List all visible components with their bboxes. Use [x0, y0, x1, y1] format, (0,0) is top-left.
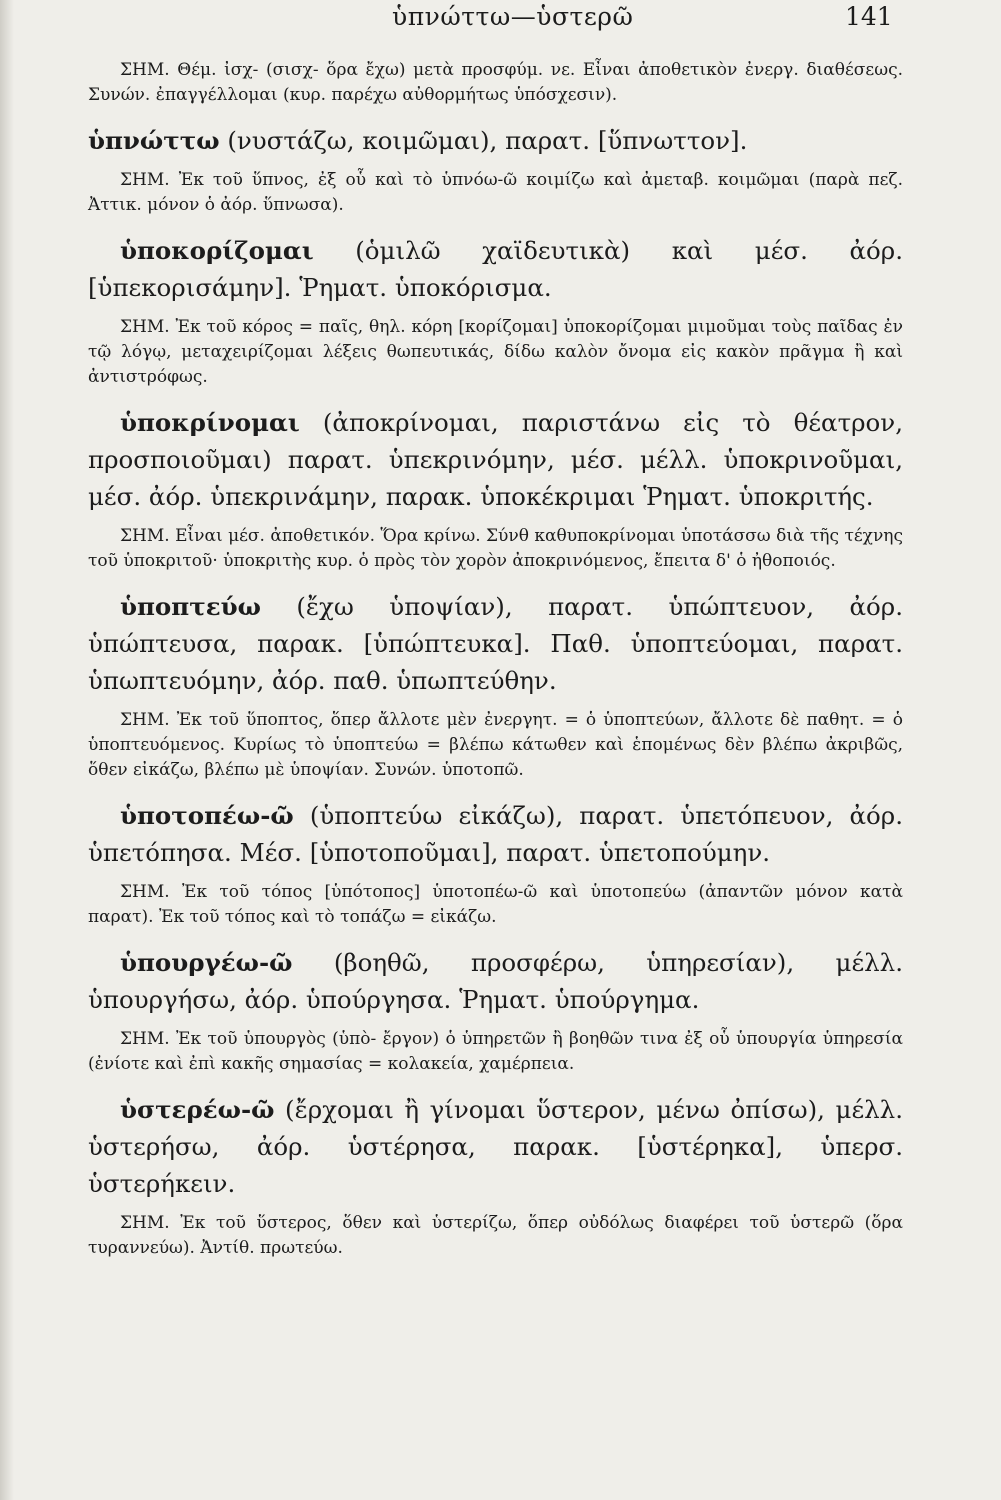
note-paragraph: ΣΗΜ. Ἐκ τοῦ ὕποπτος, ὅπερ ἄλλοτε μὲν ἐνεργητ. = ὁ ὑποπτεύων, ἄλλοτε δὲ παθητ. = ὁ ὑποπτευόμενος. Κυρίως τὸ ὑποπτεύω = βλέπω κάτωθεν καὶ ἑπομένως δὲν βλέπω ἀκριβῶς, ὅθεν εἰκάζω, βλέπω μὲ ὑποψίαν. Συνών. ὑποτοπῶ.: [88, 710, 903, 780]
dictionary-entry: [88, 1091, 903, 1202]
entry-lemma: ὑποκρίνομαι: [120, 408, 300, 437]
entry-lemma: ὑπουργέω-ῶ: [120, 948, 293, 977]
entry-text: (βοηθῶ, προσφέρω, ὑπηρεσίαν), μέλλ. ὑπουργήσω, ἀόρ. ὑπούργησα. Ῥηματ. ὑπούργημα.: [88, 948, 903, 1014]
entry-text: (ὁμιλῶ χαϊδευτικὰ) καὶ μέσ. ἀόρ. [ὑπεκορισάμην]. Ῥηματ. ὑποκόρισμα.: [88, 236, 903, 302]
running-head: ὑπνώττω—ὑστερῶ: [392, 2, 634, 31]
dictionary-entry: [88, 404, 903, 515]
page-gutter-shadow: [0, 0, 14, 1500]
page-header: [0, 2, 1001, 42]
note-paragraph: ΣΗΜ. Ἐκ τοῦ ὕστερος, ὅθεν καὶ ὑστερίζω, ὅπερ οὐδόλως διαφέρει τοῦ ὑστερῶ (ὅρα τυραννεύω). Ἀντίθ. πρωτεύω.: [88, 1213, 903, 1258]
note-paragraph: ΣΗΜ. Ἐκ τοῦ κόρος = παῖς, θηλ. κόρη [κορίζομαι] ὑποκορίζομαι μιμοῦμαι τοὺς παῖδας ἐν τῷ λόγῳ, μεταχειρίζομαι λέξεις θωπευτικάς, δίδω καλὸν ὄνομα εἰς κακὸν πρᾶγμα ἢ καὶ ἀντιστρόφως.: [88, 317, 903, 387]
entry-lemma: ὑστερέω-ῶ: [120, 1095, 275, 1124]
entry-text: (ἔρχομαι ἢ γίνομαι ὕστερον, μένω ὀπίσω), μέλλ. ὑστερήσω, ἀόρ. ὑστέρησα, παρακ. [ὑστέρηκα], ὑπερσ. ὑστερήκειν.: [88, 1095, 903, 1198]
entry-text: (ὑποπτεύω εἰκάζω), παρατ. ὑπετόπευον, ἀόρ. ὑπετόπησα. Μέσ. [ὑποτοποῦμαι], παρατ. ὑπετοπούμην.: [88, 801, 903, 867]
entry-lemma: ὑποτοπέω-ῶ: [120, 801, 294, 830]
note-paragraph: ΣΗΜ. Θέμ. ἰσχ- (σισχ- ὅρα ἔχω) μετὰ προσφύμ. νε. Εἶναι ἀποθετικὸν ἐνεργ. διαθέσεως. Συνών. ἐπαγγέλλομαι (κυρ. παρέχω αὐθορμήτως ὑπόσχεσιν).: [88, 60, 903, 105]
note-paragraph: ΣΗΜ. Ἐκ τοῦ ὕπνος, ἐξ οὗ καὶ τὸ ὑπνόω-ῶ κοιμίζω καὶ ἀμεταβ. κοιμῶμαι (παρὰ πεζ. Ἀττικ. μόνον ὁ ἀόρ. ὕπνωσα).: [88, 170, 903, 215]
note-paragraph: ΣΗΜ. Ἐκ τοῦ ὑπουργὸς (ὑπὸ- ἔργον) ὁ ὑπηρετῶν ἢ βοηθῶν τινα ἐξ οὗ ὑπουργία ὑπηρεσία (ἐνίοτε καὶ ἐπὶ κακῆς σημασίας = κολακεία, χαμέρπεια.: [88, 1029, 903, 1074]
dictionary-body: [88, 58, 903, 1261]
entry-text: (νυστάζω, κοιμῶμαι), παρατ. [ὕπνωττον].: [219, 126, 748, 155]
dictionary-entry: [88, 944, 903, 1018]
note-paragraph: ΣΗΜ. Ἐκ τοῦ τόπος [ὑπότοπος] ὑποτοπέω-ῶ καὶ ὑποτοπεύω (ἀπαντῶν μόνον κατὰ παρατ). Ἐκ τοῦ τόπος καὶ τὸ τοπάζω = εἰκάζω.: [88, 882, 903, 927]
entry-lemma: ὑπνώττω: [88, 126, 220, 155]
page-number: 141: [845, 2, 893, 31]
dictionary-entry: [88, 797, 903, 871]
entry-lemma: ὑποπτεύω: [120, 592, 261, 621]
note-paragraph: ΣΗΜ. Εἶναι μέσ. ἀποθετικόν. Ὅρα κρίνω. Σύνθ καθυποκρίνομαι ὑποτάσσω διὰ τῆς τέχνης τοῦ ὑποκριτοῦ· ὑποκριτὴς κυρ. ὁ πρὸς τὸν χορὸν ἀποκρινόμενος, ἔπειτα δ' ὁ ἠθοποιός.: [88, 526, 903, 571]
dictionary-entry: [88, 588, 903, 699]
entry-text: (ἔχω ὑποψίαν), παρατ. ὑπώπτευον, ἀόρ. ὑπώπτευσα, παρακ. [ὑπώπτευκα]. Παθ. ὑποπτεύομαι, παρατ. ὑπωπτευόμην, ἀόρ. παθ. ὑπωπτεύθην.: [88, 592, 903, 695]
dictionary-entry: [88, 122, 903, 159]
dictionary-entry: [88, 232, 903, 306]
entry-lemma: ὑποκορίζομαι: [120, 236, 314, 265]
entry-text: (ἀποκρίνομαι, παριστάνω εἰς τὸ θέατρον, προσποιοῦμαι) παρατ. ὑπεκρινόμην, μέσ. μέλλ. ὑποκρινοῦμαι, μέσ. ἀόρ. ὑπεκρινάμην, παρακ. ὑποκέκριμαι Ῥηματ. ὑποκριτής.: [88, 408, 903, 511]
